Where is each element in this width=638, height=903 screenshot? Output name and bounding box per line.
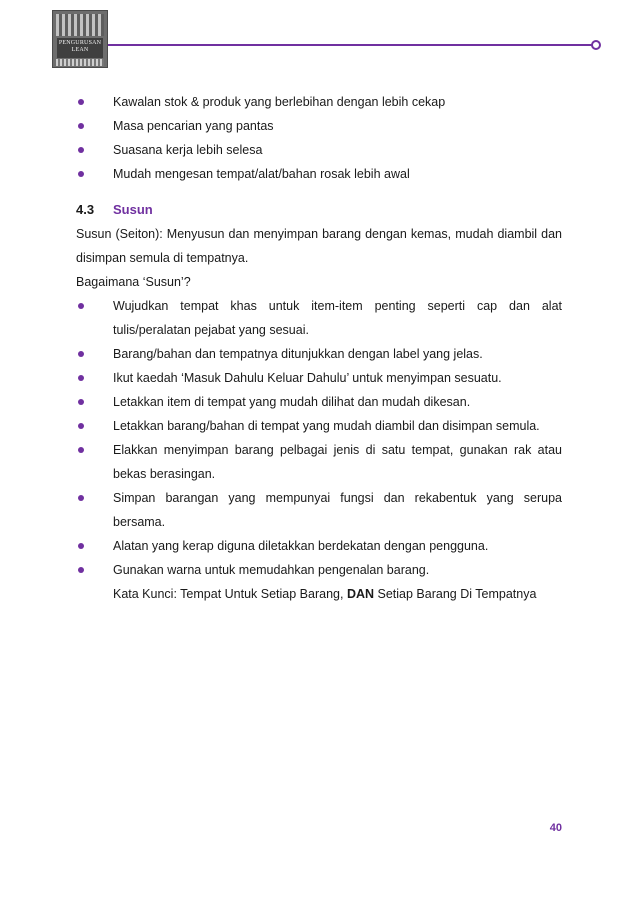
list-item: Simpan barangan yang mempunyai fungsi dan rekabentuk yang serupa bersama. — [76, 486, 562, 534]
list-item: Masa pencarian yang pantas — [76, 114, 562, 138]
logo-title — [57, 38, 103, 58]
keyword-bold: DAN — [346, 587, 375, 601]
keyword-prefix: Kata Kunci: Tempat Untuk Setiap Barang, — [113, 587, 347, 601]
book-logo — [52, 10, 108, 68]
header-rule-circle — [591, 40, 601, 50]
list-item: Gunakan warna untuk memudahkan pengenalan barang. — [76, 558, 562, 582]
bullet-icon — [78, 399, 84, 405]
list-item: Alatan yang kerap diguna diletakkan berdekatan dengan pengguna. — [76, 534, 562, 558]
list-item: Letakkan item di tempat yang mudah dilihat dan mudah dikesan. — [76, 390, 562, 414]
list-item: Ikut kaedah ‘Masuk Dahulu Keluar Dahulu’ untuk menyimpan sesuatu. — [76, 366, 562, 390]
bullet-icon — [78, 375, 84, 381]
bullet-icon — [78, 567, 84, 573]
section-heading — [76, 198, 562, 222]
bullet-icon — [78, 351, 84, 357]
list-item: Kawalan stok & produk yang berlebihan dengan lebih cekap — [76, 90, 562, 114]
bullet-icon — [78, 447, 84, 453]
section-number: 4.3 — [76, 202, 95, 217]
page-number: 40 — [549, 822, 562, 834]
list-item: Wujudkan tempat khas untuk item-item penting seperti cap dan alat tulis/peralatan pejabat yang sesuai. — [76, 294, 562, 342]
bullet-icon — [78, 303, 84, 309]
section-question: Bagaimana ‘Susun’? — [76, 275, 191, 289]
bullet-icon — [78, 423, 84, 429]
bullet-icon — [78, 543, 84, 549]
page-content — [76, 90, 562, 606]
bullet-icon — [78, 123, 84, 129]
section-title: Susun — [113, 202, 153, 217]
typewriter-keys-graphic — [56, 14, 104, 36]
logo-line-1: PENGURUSAN — [58, 40, 102, 46]
list-item: Letakkan barang/bahan di tempat yang mudah diambil dan disimpan semula. — [76, 414, 562, 438]
list-item: Suasana kerja lebih selesa — [76, 138, 562, 162]
list-item: Elakkan menyimpan barang pelbagai jenis di satu tempat, gunakan rak atau bekas berasingan. — [76, 438, 562, 486]
bullet-icon — [78, 495, 84, 501]
typewriter-base-graphic — [56, 59, 104, 66]
list-item: Barang/bahan dan tempatnya ditunjukkan dengan label yang jelas. — [76, 342, 562, 366]
list-item: Mudah mengesan tempat/alat/bahan rosak lebih awal — [76, 162, 562, 186]
section-intro: Susun (Seiton): Menyusun dan menyimpan barang dengan kemas, mudah diambil dan disimpan semula di tempatnya. — [76, 227, 562, 265]
bullet-icon — [78, 147, 84, 153]
keyword-suffix: Setiap Barang Di Tempatnya — [374, 587, 537, 601]
logo-line-2: LEAN — [71, 47, 89, 53]
bullet-icon — [78, 99, 84, 105]
bullet-icon — [78, 171, 84, 177]
header-rule — [108, 44, 595, 46]
keyword-line — [76, 582, 562, 606]
